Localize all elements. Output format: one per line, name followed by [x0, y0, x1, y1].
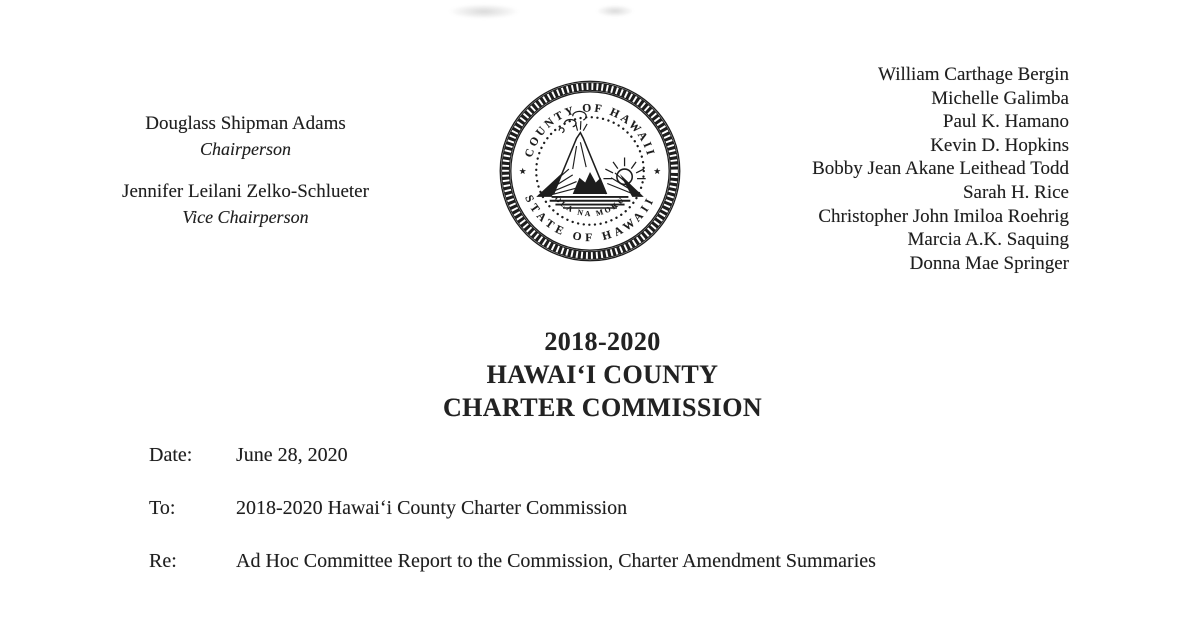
- seal-motto-text: OLA NA MOKU: [552, 194, 628, 219]
- seal-canoe-icon: [573, 172, 608, 194]
- member-name: Bobby Jean Akane Leithead Todd: [812, 158, 1069, 180]
- star-icon: ★: [518, 166, 527, 176]
- memo-to-label: To:: [149, 497, 176, 519]
- chairperson-name: Douglass Shipman Adams: [145, 113, 346, 134]
- member-name: Paul K. Hamano: [942, 111, 1069, 133]
- memo-re-label: Re:: [149, 550, 177, 572]
- chairperson-title: Chairperson: [199, 139, 291, 159]
- member-name: Christopher John Imiloa Roehrig: [818, 205, 1069, 227]
- memo-re-value: Ad Hoc Committee Report to the Commission, Charter Amendment Summaries: [236, 550, 876, 572]
- members-list: [649, 63, 1069, 275]
- member-name: William Carthage Bergin: [878, 64, 1069, 85]
- seal-top-text: COUNTY OF HAWAII: [523, 102, 657, 159]
- seal-bottom-text: STATE OF HAWAII: [522, 193, 658, 245]
- scan-artifact: [448, 4, 520, 19]
- vice-chairperson-name: Jennifer Leilani Zelko-Schlueter: [122, 181, 369, 202]
- spacer: [113, 162, 378, 179]
- memo-date-label: Date:: [149, 444, 193, 466]
- officers-block: [113, 111, 378, 230]
- svg-text:COUNTY OF HAWAII: [523, 102, 657, 159]
- memo-date-row: [149, 442, 1109, 469]
- commission-title: [0, 325, 1200, 424]
- star-icon: ★: [653, 166, 662, 176]
- title-years: 2018-2020: [544, 327, 661, 356]
- memo-to-row: [149, 495, 1109, 522]
- title-county: HAWAI‘I COUNTY: [486, 360, 719, 389]
- memo-date-value: June 28, 2020: [236, 444, 348, 466]
- member-name: Sarah H. Rice: [962, 181, 1069, 203]
- memo-re-row: [149, 548, 1109, 575]
- member-name: Marcia A.K. Saquing: [907, 229, 1069, 251]
- vice-chairperson-title: Vice Chairperson: [182, 207, 309, 227]
- scan-artifact: [596, 5, 634, 17]
- memo-header: [149, 442, 1109, 601]
- title-commission: CHARTER COMMISSION: [442, 393, 763, 422]
- member-name: Michelle Galimba: [931, 87, 1069, 109]
- member-name: Donna Mae Springer: [909, 252, 1069, 274]
- member-name: Kevin D. Hopkins: [930, 134, 1069, 156]
- memo-to-value: 2018-2020 Hawai‘i County Charter Commission: [236, 497, 628, 519]
